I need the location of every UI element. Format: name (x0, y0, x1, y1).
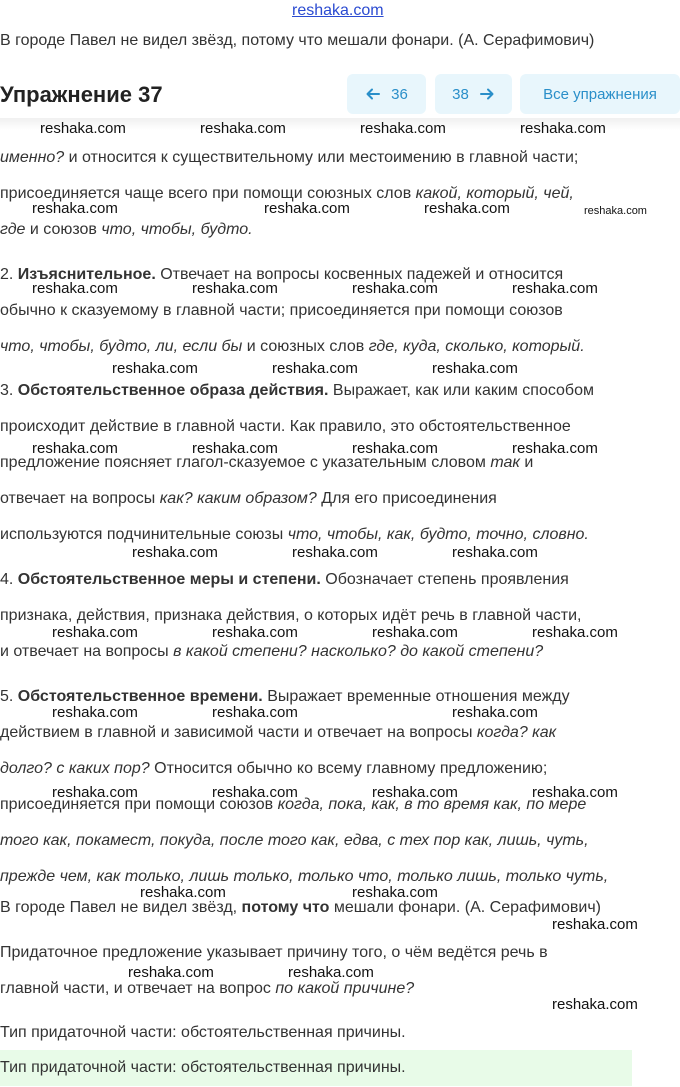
all-exercises-button[interactable] (520, 74, 680, 114)
watermark: reshaka.com (52, 784, 138, 801)
text-line: 4. Обстоятельственное меры и степени. Обозначает степень проявления (0, 571, 569, 588)
text-line: 5. Обстоятельственное времени. Выражает временные отношения между (0, 688, 570, 705)
text-line: происходит действие в главной части. Как правило, это обстоятельственное (0, 418, 571, 435)
watermark: reshaka.com (132, 544, 218, 561)
watermark: reshaka.com (112, 360, 198, 377)
all-exercises-label: Все упражнения (543, 85, 657, 103)
watermark: reshaka.com (584, 205, 647, 217)
prev-exercise-button[interactable] (347, 74, 426, 114)
arrow-left-icon (365, 86, 381, 102)
text-line: именно? и относится к существительному или местоимению в главной части; (0, 149, 579, 166)
text-line: действием в главной и зависимой части и отвечает на вопросы когда? как (0, 724, 557, 741)
text-line: Придаточное предложение указывает причину того, о чём ведётся речь в (0, 944, 548, 961)
watermark: reshaka.com (372, 624, 458, 641)
watermark: reshaka.com (212, 784, 298, 801)
top-sentence: В городе Павел не видел звёзд, потому что мешали фонари. (А. Серафимович) (0, 32, 595, 49)
watermark: reshaka.com (192, 280, 278, 297)
watermark: reshaka.com (128, 964, 214, 981)
page-title: Упражнение 37 (0, 82, 163, 107)
prev-exercise-label: 36 (391, 85, 408, 103)
text-line: присоединяется при помощи союзов когда, пока, как, в то время как, по мере (0, 796, 587, 813)
watermark: reshaka.com (32, 200, 118, 217)
text-line: того как, покамест, покуда, после того как, едва, с тех пор как, лишь, чуть, (0, 832, 589, 849)
watermark: reshaka.com (292, 544, 378, 561)
watermark: reshaka.com (32, 440, 118, 457)
text-line: используются подчинительные союзы что, чтобы, как, будто, точно, словно. (0, 526, 589, 543)
answer-text: Тип придаточной части: обстоятельственная причины. (0, 1059, 406, 1076)
text-line: главной части, и отвечает на вопрос по какой причине? (0, 980, 415, 997)
watermark: reshaka.com (552, 996, 638, 1013)
watermark: reshaka.com (532, 624, 618, 641)
text-line: В городе Павел не видел звёзд, потому что мешали фонари. (А. Серафимович) (0, 899, 601, 916)
text-line: обычно к сказуемому в главной части; присоединяется при помощи союзов (0, 302, 563, 319)
watermark: reshaka.com (52, 624, 138, 641)
watermark: reshaka.com (360, 120, 446, 137)
watermark: reshaka.com (264, 200, 350, 217)
watermark: reshaka.com (352, 280, 438, 297)
text-line: и отвечает на вопросы в какой степени? насколько? до какой степени? (0, 643, 544, 660)
text-line: присоединяется чаще всего при помощи союзных слов какой, который, чей, (0, 185, 574, 202)
watermark: reshaka.com (200, 120, 286, 137)
watermark: reshaka.com (452, 544, 538, 561)
watermark: reshaka.com (140, 884, 226, 901)
text-line: признака, действия, признака действия, о которых идёт речь в главной части, (0, 607, 582, 624)
watermark: reshaka.com (452, 704, 538, 721)
text-line: Тип придаточной части: обстоятельственная причины. (0, 1024, 406, 1041)
watermark: reshaka.com (352, 440, 438, 457)
text-line: долго? с каких пор? Относится обычно ко всему главному предложению; (0, 760, 548, 777)
arrow-right-icon (479, 86, 495, 102)
text-line: 3. Обстоятельственное образа действия. Выражает, как или каким способом (0, 382, 594, 399)
watermark: reshaka.com (352, 884, 438, 901)
watermark: reshaka.com (552, 916, 638, 933)
text-line: предложение поясняет глагол-сказуемое с указательным словом так и (0, 454, 534, 471)
text-line: 2. Изъяснительное. Отвечает на вопросы косвенных падежей и относится (0, 266, 564, 283)
answer-box (0, 1050, 632, 1086)
watermark: reshaka.com (512, 280, 598, 297)
watermark: reshaka.com (40, 120, 126, 137)
watermark: reshaka.com (372, 784, 458, 801)
watermark: reshaka.com (532, 784, 618, 801)
watermark: reshaka.com (512, 440, 598, 457)
watermark: reshaka.com (272, 360, 358, 377)
text-line: отвечает на вопросы как? каким образом? Для его присоединения (0, 490, 497, 507)
next-exercise-button[interactable] (435, 74, 512, 114)
text-line: прежде чем, как только, лишь только, только что, только лишь, только чуть, (0, 868, 609, 885)
watermark: reshaka.com (288, 964, 374, 981)
watermark: reshaka.com (424, 200, 510, 217)
watermark: reshaka.com (520, 120, 606, 137)
text-line: что, чтобы, будто, ли, если бы и союзных слов где, куда, сколько, который. (0, 338, 585, 355)
next-exercise-label: 38 (452, 85, 469, 103)
watermark: reshaka.com (32, 280, 118, 297)
watermark: reshaka.com (192, 440, 278, 457)
watermark: reshaka.com (52, 704, 138, 721)
site-url-link[interactable]: reshaka.com (292, 2, 384, 19)
watermark: reshaka.com (432, 360, 518, 377)
watermark: reshaka.com (212, 704, 298, 721)
watermark: reshaka.com (212, 624, 298, 641)
text-line: где и союзов что, чтобы, будто. (0, 221, 253, 238)
